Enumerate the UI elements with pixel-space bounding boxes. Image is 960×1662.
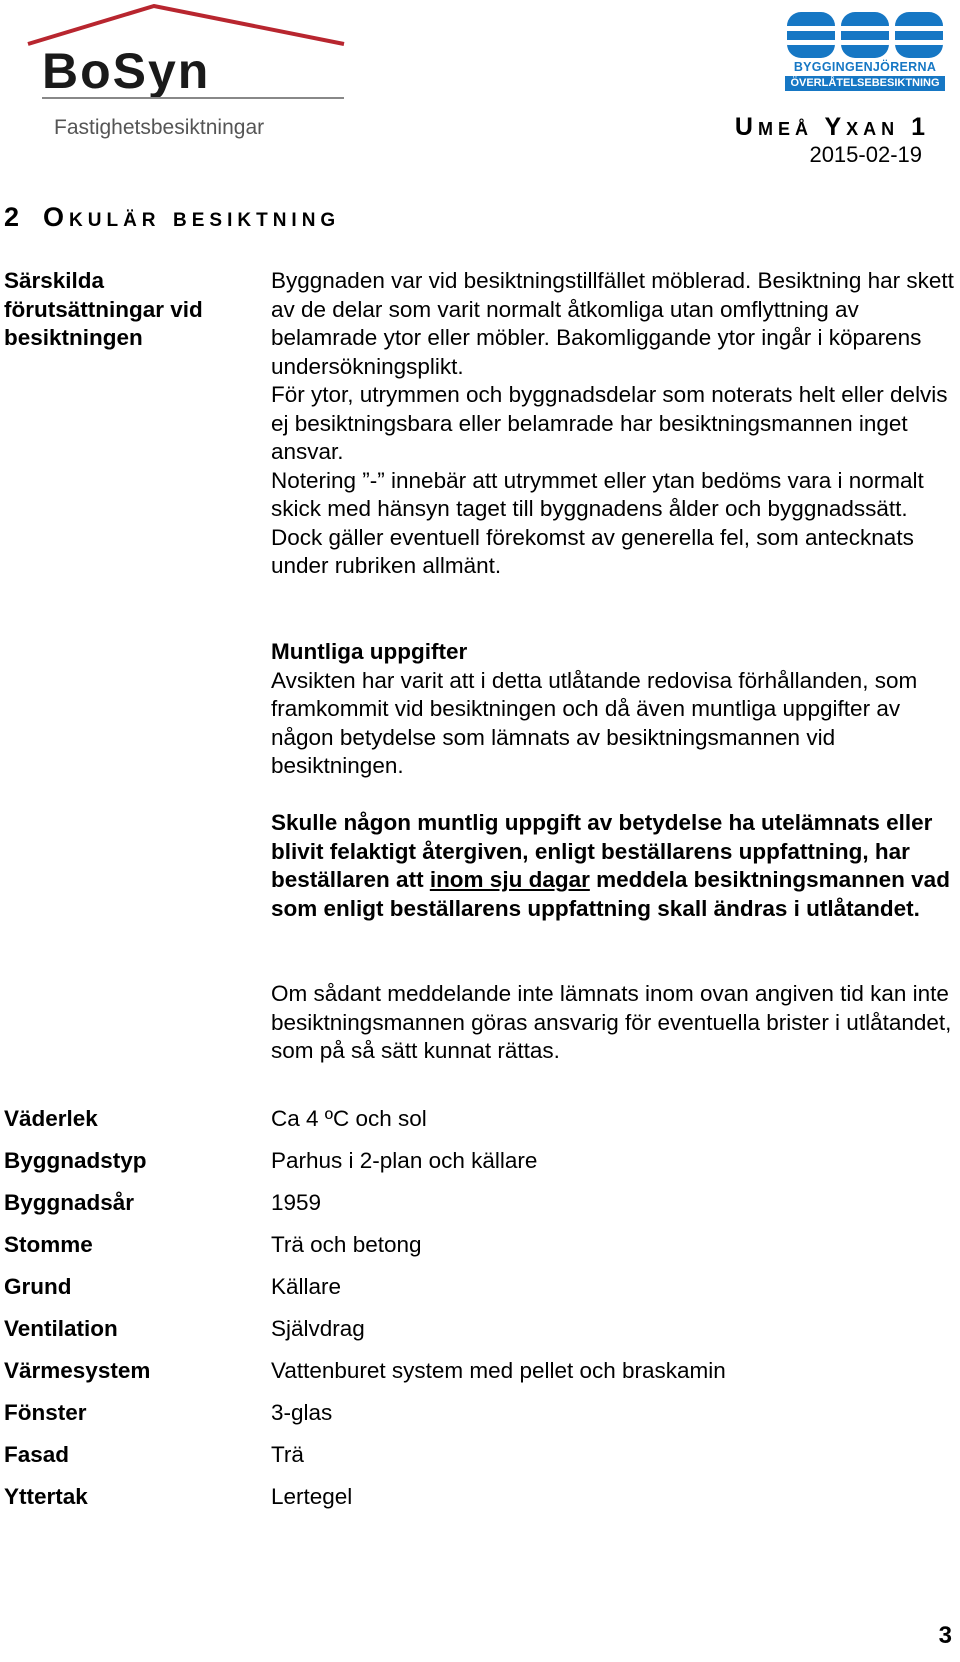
field-label: Ventilation bbox=[4, 1316, 118, 1341]
field-label: Yttertak bbox=[4, 1484, 88, 1509]
bosyn-logo-subtitle: Fastighetsbesiktningar bbox=[54, 116, 265, 139]
page-number: 3 bbox=[938, 1622, 952, 1649]
sbr-logo-line1: BYGGINGENJÖRERNA bbox=[793, 60, 937, 74]
field-ventilation bbox=[4, 1316, 944, 1346]
field-value: Lertegel bbox=[271, 1484, 353, 1509]
field-value: Självdrag bbox=[271, 1316, 365, 1341]
field-value: Parhus i 2-plan och källare bbox=[271, 1148, 538, 1173]
field-label: Värmesystem bbox=[4, 1358, 151, 1383]
bosyn-logo bbox=[26, 4, 356, 140]
sbr-emblem-icon bbox=[787, 12, 943, 58]
field-value: Trä och betong bbox=[271, 1232, 422, 1257]
oral-info-block bbox=[271, 638, 956, 781]
field-build-year bbox=[4, 1190, 944, 1220]
oral-info-closing: Om sådant meddelande inte lämnats inom ovan angiven tid kan inte besiktningsmannen göras ansvarig för eventuella brister i utlåtandet, som på så sätt kunnat rättas. bbox=[271, 981, 952, 1063]
special-conditions-text bbox=[271, 267, 956, 581]
field-windows bbox=[4, 1400, 944, 1430]
section-number: 2 bbox=[4, 202, 20, 232]
sbr-logo bbox=[785, 12, 945, 92]
field-label: Byggnadstyp bbox=[4, 1148, 147, 1173]
special-conditions-label: Särskilda förutsättningar vid besiktningen bbox=[4, 268, 203, 350]
oral-info-text: Avsikten har varit att i detta utlåtande redovisa förhållanden, som framkommit vid besiktningen och då även muntliga uppgifter av någon betydelse som lämnats av besiktningsmannen vid besiktningen. bbox=[271, 667, 918, 778]
special-paragraph-2: För ytor, utrymmen och byggnadsdelar som noterats helt eller delvis ej besiktningsbara eller belamrade har besiktningsmannen inget ansvar. bbox=[271, 382, 948, 464]
field-frame bbox=[4, 1232, 944, 1262]
field-value: Vattenburet system med pellet och braskamin bbox=[271, 1358, 726, 1383]
logo-underline bbox=[26, 96, 356, 104]
notice-text-start: Skulle någon muntlig uppgift av betydelse ha utelämnats eller blivit felaktigt återgiven, enligt beställarens uppfattning, har beställaren att bbox=[271, 810, 933, 892]
field-value: 1959 bbox=[271, 1190, 322, 1215]
field-label: Grund bbox=[4, 1274, 72, 1299]
field-label: Fasad bbox=[4, 1442, 70, 1467]
field-value: Trä bbox=[271, 1442, 304, 1467]
field-value: 3-glas bbox=[271, 1400, 333, 1425]
field-facade bbox=[4, 1442, 944, 1472]
field-label: Stomme bbox=[4, 1232, 93, 1257]
bosyn-logo-wordmark: BoSyn bbox=[42, 43, 211, 99]
property-address: Umeå Yxan 1 bbox=[734, 113, 930, 141]
field-heating bbox=[4, 1358, 944, 1388]
field-building-type bbox=[4, 1148, 944, 1178]
field-label: Fönster bbox=[4, 1400, 87, 1425]
sbr-logo-line2: ÖVERLÅTELSEBESIKTNING bbox=[785, 76, 945, 91]
section-title: Okulär besiktning bbox=[43, 202, 341, 232]
field-label: Byggnadsår bbox=[4, 1190, 135, 1215]
oral-info-heading: Muntliga uppgifter bbox=[271, 639, 468, 664]
special-paragraph-3: Notering ”-” innebär att utrymmet eller ytan bedöms vara i normalt skick med hänsyn taget till byggnadens ålder och byggnadssätt. Dock gäller eventuell förekomst av generella fel, som antecknats under rubriken allmänt. bbox=[271, 467, 924, 578]
field-value: Källare bbox=[271, 1274, 342, 1299]
field-foundation bbox=[4, 1274, 944, 1304]
notice-text-end: meddela besiktningsmannen vad som enligt beställarens uppfattning skall ändras i utlåtandet. bbox=[271, 867, 950, 921]
field-label: Väderlek bbox=[4, 1106, 98, 1131]
report-date: 2015-02-19 bbox=[809, 142, 922, 167]
notice-deadline: inom sju dagar bbox=[429, 867, 590, 892]
field-roof bbox=[4, 1484, 944, 1514]
field-weather bbox=[4, 1106, 944, 1136]
section-heading bbox=[4, 202, 340, 233]
special-paragraph-1: Byggnaden var vid besiktningstillfället möblerad. Besiktning har skett av de delar som varit normalt åtkomliga utan omflyttning av belamrade ytor eller möbler. Bakomliggande ytor ingår i köparens undersökningsplikt. bbox=[271, 268, 954, 379]
oral-info-notice bbox=[271, 809, 956, 923]
field-value: Ca 4 ºC och sol bbox=[271, 1106, 427, 1131]
